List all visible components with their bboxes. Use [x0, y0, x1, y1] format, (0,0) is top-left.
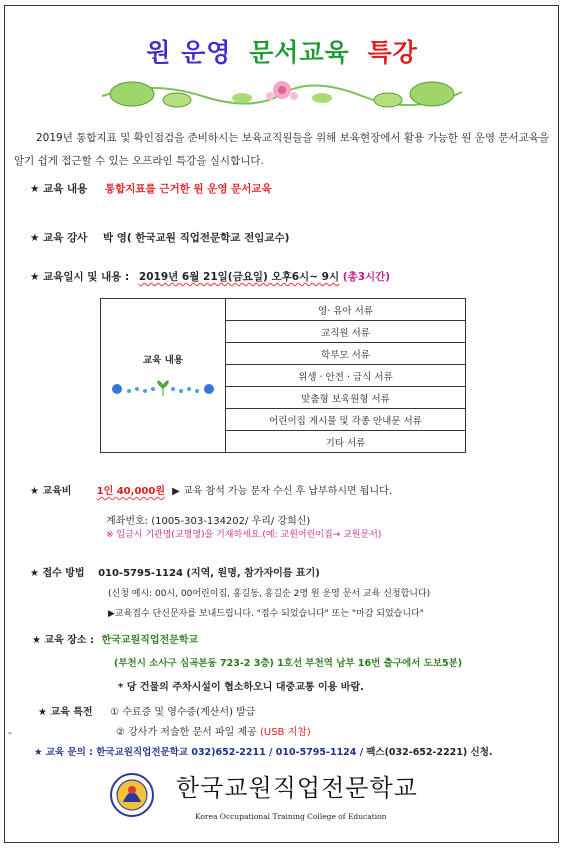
- venue-label: ★ 교육 장소 :: [32, 635, 95, 646]
- registration-row: [30, 564, 320, 579]
- inquiry-text: ★ 교육 문의 : 한국교원직업전문학교 032)652-2211 / 010-5795-1124 /: [34, 747, 364, 758]
- instructor-label: ★ 교육 강사: [30, 232, 88, 244]
- decorative-vine-icon: [92, 70, 472, 114]
- curriculum-item-6: 어린이집 게시물 및 각종 안내문 서류: [226, 409, 466, 431]
- curriculum-item-1: 영· 유아 서류: [226, 299, 466, 321]
- curriculum-item-4: 위생 · 안전 · 급식 서류: [226, 365, 466, 387]
- inquiry-row: [34, 744, 493, 758]
- benefits-item-2-row: [116, 723, 311, 738]
- decorative-dots-icon: [101, 378, 225, 400]
- curriculum-item-3: 학부모 서류: [226, 343, 466, 365]
- venue-row: [32, 631, 198, 646]
- education-content-row: [30, 181, 272, 196]
- fee-row: [30, 482, 392, 497]
- schedule-hours: (총3시간): [342, 271, 391, 283]
- benefits-item-2: ② 강사가 저술한 문서 파일 제공: [116, 727, 257, 738]
- fee-label: ★ 교육비: [30, 486, 72, 497]
- page-title: [0, 33, 564, 69]
- benefits-item-2-highlight: (USB 지참): [259, 727, 311, 738]
- school-logo-icon: [109, 772, 155, 818]
- intro-paragraph: 2019년 통합지표 및 확인점검을 준비하시는 보육교직원들을 위해 보육현장에서 활용 가능한 원 운영 문서교육을 알기 쉽게 접근할 수 있는 오프라인 특강을 실시합니다.: [14, 132, 550, 167]
- registration-confirm: ▶교육접수 단신문자를 보내드립니다. "접수 되었습니다" 또는 "마감 되었습니다": [108, 609, 424, 619]
- schedule-row: [30, 269, 390, 284]
- footer-school-name: 한국교원직업전문학교: [176, 774, 418, 802]
- fee-amount: 1인 40,000원: [96, 486, 165, 497]
- margin-dash: -: [8, 728, 12, 739]
- inquiry-fax: 팩스(032-652-2221) 신청.: [366, 747, 493, 758]
- fee-account: 계좌번호: (1005-303-134202/ 우리/ 강희신): [106, 516, 311, 527]
- footer-school-name-en: Korea Occupational Training College of Education: [195, 812, 387, 821]
- registration-phone: 010-5795-1124 (지역, 원명, 참가자이름 표기): [98, 568, 320, 579]
- venue-address: (부천시 소사구 심곡본동 723-2 3층) 1호선 부천역 남부 16번 출구에서 도보5분): [114, 658, 463, 669]
- curriculum-header-cell: [101, 299, 226, 453]
- title-part-1: 원 운영: [146, 38, 232, 67]
- curriculum-item-5: 맞춤형 보육원형 서류: [226, 387, 466, 409]
- instructor-value: 박 영( 한국교원 직업전문학교 전임교수): [102, 232, 290, 244]
- benefits-item-1: ① 수료증 및 영수증(계산서) 발급: [110, 707, 256, 718]
- registration-label: ★ 접수 방법: [30, 568, 85, 579]
- registration-example: (신청 예시: 00시, 00어린이집, 홍길동, 홍길순 2명 원 운영 문서 교육 신청합니다): [108, 589, 431, 599]
- schedule-value: 2019년 6월 21일(금요일) 오후6시~ 9시: [138, 271, 340, 283]
- curriculum-table: [100, 298, 466, 453]
- education-content-value: 통합지표를 근거한 원 운영 문서교육: [104, 183, 272, 195]
- title-part-3: 특강: [367, 38, 418, 67]
- curriculum-item-2: 교직원 서류: [226, 321, 466, 343]
- title-part-2: 문서교육: [249, 38, 350, 67]
- venue-parking: * 당 건물의 주차시설이 협소하오니 대중교통 이용 바람.: [118, 682, 364, 693]
- instructor-row: [30, 230, 289, 245]
- fee-deposit-note: ※ 입금시 기관명(교명명)을 기재하세요.(예: 교원어린이집→ 교원문서): [106, 530, 382, 540]
- venue-name: 한국교원직업전문학교: [101, 635, 199, 646]
- benefits-row: [38, 703, 255, 718]
- education-content-label: ★ 교육 내용: [30, 183, 88, 195]
- curriculum-header: 교육 내용: [142, 354, 183, 366]
- curriculum-item-7: 기타 서류: [226, 431, 466, 453]
- benefits-label: ★ 교육 특전: [38, 707, 93, 718]
- fee-note: ▶ 교육 참석 가능 문자 수신 후 납부하시면 됩니다.: [172, 486, 393, 497]
- schedule-label: ★ 교육일시 및 내용 :: [30, 271, 130, 283]
